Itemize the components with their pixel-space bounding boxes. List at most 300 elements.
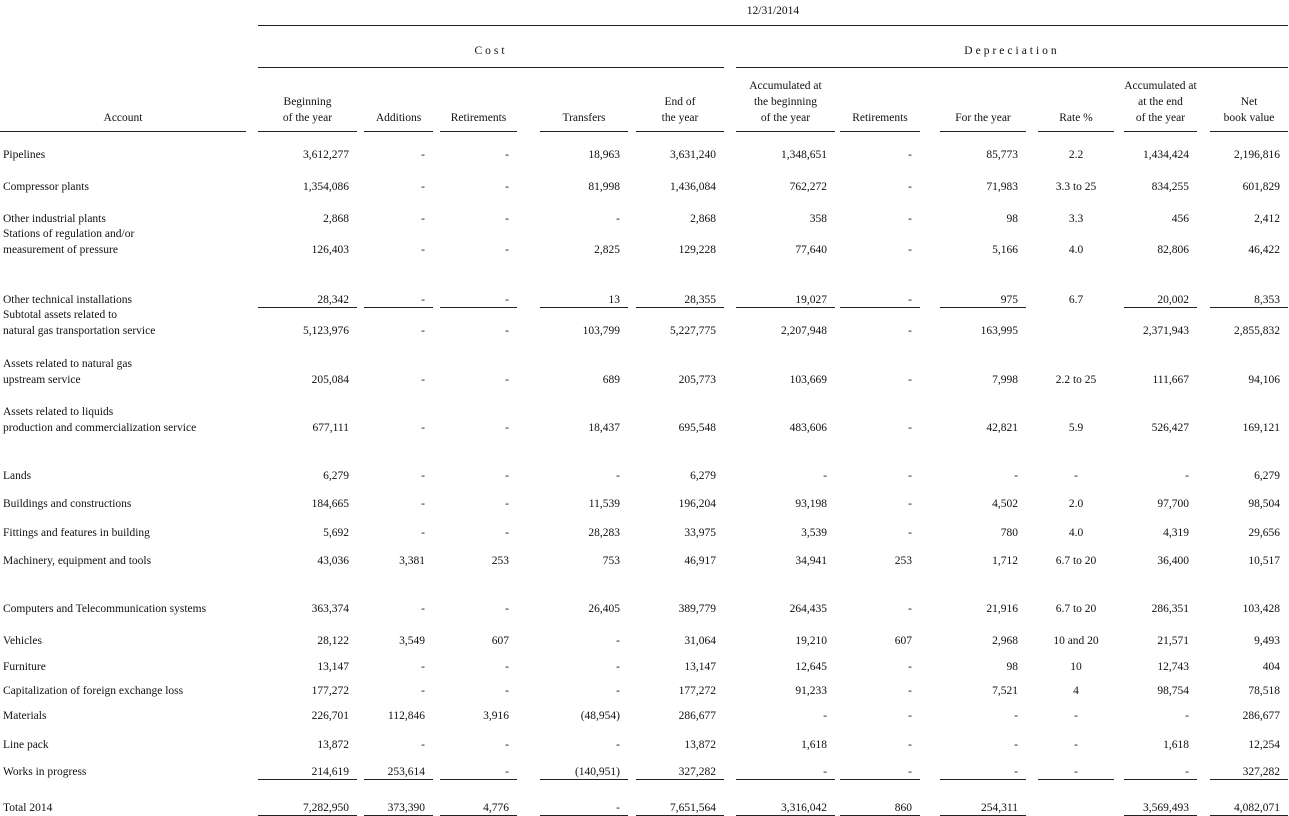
value-cell-beginning: 363,374 (311, 603, 349, 615)
value-cell-beginning: 677,111 (312, 422, 349, 434)
value-cell-additions: - (421, 213, 425, 225)
value-cell-net: 4,082,071 (1234, 802, 1280, 814)
column-header-rule-beginning (258, 131, 357, 132)
value-cell-retirements_cost: - (505, 149, 509, 161)
account-label: Assets related to liquids (3, 406, 114, 418)
value-cell-retirements_dep: - (908, 685, 912, 697)
account-label: Lands (3, 470, 32, 482)
value-cell-for_year: - (1014, 739, 1018, 751)
value-cell-accum_end: 834,255 (1151, 181, 1189, 193)
value-cell-retirements_dep: - (908, 739, 912, 751)
account-label: Computers and Telecommunication systems (3, 603, 207, 615)
column-header-for_year-line: For the year (955, 112, 1011, 124)
value-cell-net: 2,412 (1254, 213, 1280, 225)
value-cell-accum_end: 111,667 (1152, 374, 1189, 386)
value-cell-end_year: 31,064 (684, 635, 716, 647)
value-cell-transfers: 81,998 (588, 181, 620, 193)
account-label: Subtotal assets related to (3, 309, 118, 321)
value-cell-retirements_cost: 607 (491, 635, 509, 647)
value-cell-additions: - (421, 685, 425, 697)
value-cell-beginning: 3,612,277 (303, 149, 349, 161)
value-cell-for_year: - (1014, 470, 1018, 482)
value-cell-retirements_dep: - (908, 603, 912, 615)
column-header-rule-retirements_cost (440, 131, 517, 132)
account-label: Assets related to natural gas (3, 358, 133, 370)
value-cell-rate: 4 (1073, 685, 1079, 697)
account-label: Materials (3, 710, 47, 722)
row-underline (736, 307, 835, 308)
value-cell-retirements_cost: - (505, 244, 509, 256)
value-cell-accum_begin: 19,027 (795, 294, 827, 306)
value-cell-retirements_cost: - (505, 374, 509, 386)
value-cell-rate: 2.2 to 25 (1055, 374, 1097, 386)
value-cell-end_year: 5,227,775 (670, 325, 716, 337)
value-cell-end_year: 7,651,564 (670, 802, 716, 814)
value-cell-retirements_cost: - (505, 470, 509, 482)
value-cell-accum_begin: 762,272 (789, 181, 827, 193)
value-cell-beginning: 28,342 (317, 294, 349, 306)
row-underline (540, 307, 628, 308)
value-cell-for_year: 21,916 (986, 603, 1018, 615)
row-underline (1210, 779, 1288, 780)
column-header-accum_end-line: of the year (1135, 112, 1186, 124)
column-header-net-line: Net (1240, 96, 1258, 108)
value-cell-net: 94,106 (1248, 374, 1280, 386)
value-cell-for_year: 7,998 (992, 374, 1018, 386)
value-cell-rate: - (1074, 766, 1078, 778)
value-cell-accum_begin: 3,316,042 (781, 802, 827, 814)
value-cell-transfers: 2,825 (594, 244, 620, 256)
column-header-retirements_cost-line: Retirements (450, 112, 507, 124)
value-cell-end_year: 2,868 (690, 213, 716, 225)
value-cell-for_year: 254,311 (981, 802, 1018, 814)
value-cell-transfers: 28,283 (588, 527, 620, 539)
value-cell-end_year: 196,204 (678, 498, 716, 510)
value-cell-additions: - (421, 661, 425, 673)
column-header-transfers-line: Transfers (562, 112, 606, 124)
value-cell-retirements_dep: - (908, 661, 912, 673)
row-underline (840, 779, 920, 780)
value-cell-rate: 5.9 (1068, 422, 1084, 434)
value-cell-accum_begin: 103,669 (789, 374, 827, 386)
row-underline (1124, 307, 1197, 308)
row-underline (1124, 779, 1197, 780)
row-underline (440, 307, 517, 308)
value-cell-additions: - (421, 470, 425, 482)
value-cell-retirements_dep: - (908, 498, 912, 510)
value-cell-accum_begin: 93,198 (795, 498, 827, 510)
column-header-rule-accum_begin (736, 131, 835, 132)
value-cell-transfers: (140,951) (574, 766, 620, 778)
value-cell-accum_begin: 2,207,948 (781, 325, 827, 337)
value-cell-transfers: - (616, 802, 620, 814)
value-cell-net: 327,282 (1242, 766, 1280, 778)
value-cell-rate: 10 (1070, 661, 1082, 673)
value-cell-accum_end: 1,618 (1163, 739, 1189, 751)
value-cell-net: 46,422 (1248, 244, 1280, 256)
value-cell-rate: 6.7 (1068, 294, 1084, 306)
cost-group-header: Cost (474, 45, 508, 57)
account-label: Works in progress (3, 766, 87, 778)
value-cell-retirements_dep: - (908, 294, 912, 306)
column-header-accum_begin-line: the beginning (754, 96, 817, 108)
value-cell-beginning: 6,279 (323, 470, 349, 482)
value-cell-retirements_cost: - (505, 685, 509, 697)
value-cell-accum_begin: 3,539 (801, 527, 827, 539)
date-header: 12/31/2014 (746, 5, 800, 17)
value-cell-accum_end: 82,806 (1157, 244, 1189, 256)
row-underline (840, 307, 920, 308)
value-cell-accum_end: 286,351 (1151, 603, 1189, 615)
account-label: Stations of regulation and/or (3, 228, 135, 240)
value-cell-retirements_cost: - (505, 603, 509, 615)
value-cell-retirements_dep: - (908, 766, 912, 778)
value-cell-transfers: - (616, 635, 620, 647)
value-cell-retirements_dep: - (908, 527, 912, 539)
value-cell-transfers: (48,954) (580, 710, 620, 722)
account-label: Line pack (3, 739, 49, 751)
column-header-beginning-line: Beginning (283, 96, 332, 108)
value-cell-for_year: 975 (1000, 294, 1018, 306)
value-cell-additions: - (421, 603, 425, 615)
value-cell-retirements_cost: - (505, 325, 509, 337)
value-cell-additions: - (421, 181, 425, 193)
value-cell-additions: - (421, 422, 425, 434)
value-cell-beginning: 13,872 (317, 739, 349, 751)
account-label: natural gas transportation service (3, 325, 156, 337)
value-cell-accum_end: 3,569,493 (1143, 802, 1189, 814)
column-header-accum_begin-line: Accumulated at (749, 80, 822, 92)
value-cell-accum_begin: 91,233 (795, 685, 827, 697)
row-underline (736, 779, 835, 780)
value-cell-accum_end: 97,700 (1157, 498, 1189, 510)
value-cell-retirements_dep: - (908, 213, 912, 225)
value-cell-for_year: 4,502 (992, 498, 1018, 510)
value-cell-beginning: 2,868 (323, 213, 349, 225)
cost-group-rule (258, 67, 724, 68)
value-cell-rate: 4.0 (1068, 527, 1084, 539)
column-header-rule-rate (1038, 131, 1114, 132)
value-cell-transfers: 103,799 (582, 325, 620, 337)
depreciation-group-header: Depreciation (964, 45, 1060, 57)
value-cell-retirements_cost: - (505, 294, 509, 306)
value-cell-beginning: 205,084 (311, 374, 349, 386)
value-cell-additions: - (421, 498, 425, 510)
value-cell-additions: - (421, 325, 425, 337)
value-cell-for_year: - (1014, 766, 1018, 778)
value-cell-additions: - (421, 374, 425, 386)
row-underline (540, 779, 628, 780)
account-label: Machinery, equipment and tools (3, 555, 152, 567)
value-cell-end_year: 13,147 (684, 661, 716, 673)
value-cell-additions: - (421, 244, 425, 256)
column-header-rate-line: Rate % (1059, 112, 1093, 124)
row-underline (940, 779, 1026, 780)
value-cell-for_year: 2,968 (992, 635, 1018, 647)
value-cell-accum_begin: - (823, 470, 827, 482)
value-cell-net: 103,428 (1242, 603, 1280, 615)
value-cell-rate: - (1074, 470, 1078, 482)
value-cell-retirements_dep: - (908, 325, 912, 337)
column-header-accum_begin-line: of the year (760, 112, 811, 124)
row-underline (258, 779, 357, 780)
value-cell-for_year: 85,773 (986, 149, 1018, 161)
value-cell-transfers: 26,405 (588, 603, 620, 615)
value-cell-for_year: 98 (1006, 661, 1018, 673)
value-cell-rate: 3.3 (1068, 213, 1084, 225)
value-cell-transfers: 13 (608, 294, 620, 306)
value-cell-beginning: 43,036 (317, 555, 349, 567)
value-cell-for_year: 42,821 (986, 422, 1018, 434)
value-cell-rate: - (1074, 710, 1078, 722)
value-cell-additions: - (421, 739, 425, 751)
account-label: upstream service (3, 374, 81, 386)
value-cell-accum_end: 98,754 (1157, 685, 1189, 697)
value-cell-net: 2,196,816 (1234, 149, 1280, 161)
value-cell-retirements_cost: - (505, 527, 509, 539)
value-cell-rate: 6.7 to 20 (1055, 603, 1097, 615)
row-underline (440, 779, 517, 780)
value-cell-end_year: 286,677 (678, 710, 716, 722)
value-cell-beginning: 5,123,976 (303, 325, 349, 337)
column-header-rule-account (0, 131, 246, 132)
value-cell-accum_end: 36,400 (1157, 555, 1189, 567)
value-cell-accum_end: 1,434,424 (1143, 149, 1189, 161)
value-cell-retirements_dep: 253 (894, 555, 912, 567)
value-cell-retirements_dep: - (908, 374, 912, 386)
value-cell-transfers: 753 (602, 555, 620, 567)
value-cell-beginning: 7,282,950 (303, 802, 349, 814)
value-cell-retirements_dep: - (908, 181, 912, 193)
value-cell-additions: - (421, 294, 425, 306)
value-cell-accum_begin: 19,210 (795, 635, 827, 647)
value-cell-net: 8,353 (1254, 294, 1280, 306)
value-cell-accum_begin: 483,606 (789, 422, 827, 434)
value-cell-rate: 2.2 (1068, 149, 1084, 161)
value-cell-transfers: 18,963 (588, 149, 620, 161)
value-cell-transfers: - (616, 213, 620, 225)
depreciation-group-rule (736, 67, 1288, 68)
value-cell-for_year: - (1014, 710, 1018, 722)
value-cell-rate: - (1074, 739, 1078, 751)
value-cell-accum_end: - (1185, 710, 1189, 722)
column-header-accum_end-line: Accumulated at (1124, 80, 1197, 92)
account-label: Other industrial plants (3, 213, 106, 225)
value-cell-net: 286,677 (1242, 710, 1280, 722)
account-label: Vehicles (3, 635, 42, 647)
value-cell-additions: 373,390 (387, 802, 425, 814)
account-label: production and commercialization service (3, 422, 197, 434)
value-cell-rate: 10 and 20 (1053, 635, 1099, 647)
value-cell-net: 404 (1262, 661, 1280, 673)
value-cell-beginning: 28,122 (317, 635, 349, 647)
value-cell-additions: - (421, 149, 425, 161)
value-cell-retirements_cost: 3,916 (483, 710, 509, 722)
row-underline (1038, 779, 1114, 780)
value-cell-beginning: 1,354,086 (303, 181, 349, 193)
value-cell-additions: 253,614 (387, 766, 425, 778)
value-cell-transfers: - (616, 661, 620, 673)
account-label: Pipelines (3, 149, 46, 161)
value-cell-accum_end: 2,371,943 (1143, 325, 1189, 337)
value-cell-for_year: 780 (1000, 527, 1018, 539)
value-cell-additions: - (421, 527, 425, 539)
column-header-end_year-line: End of (664, 96, 696, 108)
value-cell-retirements_cost: - (505, 422, 509, 434)
row-underline (1210, 307, 1288, 308)
value-cell-for_year: 1,712 (992, 555, 1018, 567)
value-cell-beginning: 13,147 (317, 661, 349, 673)
value-cell-net: 2,855,832 (1234, 325, 1280, 337)
value-cell-retirements_dep: 860 (894, 802, 912, 814)
value-cell-accum_end: 21,571 (1157, 635, 1189, 647)
value-cell-retirements_dep: - (908, 422, 912, 434)
account-label: measurement of pressure (3, 244, 118, 256)
column-header-beginning-line: of the year (282, 112, 333, 124)
value-cell-end_year: 13,872 (684, 739, 716, 751)
value-cell-for_year: 5,166 (992, 244, 1018, 256)
value-cell-end_year: 46,917 (684, 555, 716, 567)
value-cell-accum_begin: 358 (809, 213, 827, 225)
account-label: Buildings and constructions (3, 498, 132, 510)
value-cell-accum_end: - (1185, 470, 1189, 482)
value-cell-end_year: 1,436,084 (670, 181, 716, 193)
value-cell-accum_begin: 77,640 (795, 244, 827, 256)
value-cell-for_year: 98 (1006, 213, 1018, 225)
value-cell-transfers: 11,539 (588, 498, 620, 510)
value-cell-retirements_cost: - (505, 739, 509, 751)
value-cell-accum_begin: - (823, 766, 827, 778)
value-cell-retirements_dep: - (908, 244, 912, 256)
value-cell-retirements_cost: - (505, 213, 509, 225)
account-label: Total 2014 (3, 802, 53, 814)
value-cell-accum_begin: 264,435 (789, 603, 827, 615)
value-cell-transfers: 689 (602, 374, 620, 386)
value-cell-end_year: 177,272 (678, 685, 716, 697)
value-cell-end_year: 327,282 (678, 766, 716, 778)
column-header-rule-net (1210, 131, 1288, 132)
account-label: Capitalization of foreign exchange loss (3, 685, 184, 697)
value-cell-beginning: 177,272 (311, 685, 349, 697)
account-label: Other technical installations (3, 294, 133, 306)
value-cell-retirements_cost: 4,776 (483, 802, 509, 814)
value-cell-transfers: - (616, 470, 620, 482)
value-cell-retirements_dep: - (908, 149, 912, 161)
value-cell-accum_end: 20,002 (1157, 294, 1189, 306)
value-cell-additions: 3,381 (399, 555, 425, 567)
value-cell-accum_end: 4,319 (1163, 527, 1189, 539)
value-cell-transfers: - (616, 739, 620, 751)
value-cell-retirements_cost: - (505, 181, 509, 193)
value-cell-accum_begin: 12,645 (795, 661, 827, 673)
value-cell-beginning: 5,692 (323, 527, 349, 539)
value-cell-beginning: 184,665 (311, 498, 349, 510)
column-header-rule-additions (364, 131, 433, 132)
value-cell-retirements_dep: - (908, 470, 912, 482)
column-header-rule-for_year (940, 131, 1026, 132)
column-header-account: Account (103, 112, 143, 124)
value-cell-accum_begin: 1,348,651 (781, 149, 827, 161)
value-cell-end_year: 695,548 (678, 422, 716, 434)
value-cell-end_year: 129,228 (678, 244, 716, 256)
value-cell-rate: 2.0 (1068, 498, 1084, 510)
account-label: Furniture (3, 661, 46, 673)
value-cell-accum_begin: 34,941 (795, 555, 827, 567)
column-header-rule-end_year (636, 131, 724, 132)
value-cell-for_year: 7,521 (992, 685, 1018, 697)
value-cell-accum_begin: 1,618 (801, 739, 827, 751)
value-cell-retirements_cost: - (505, 661, 509, 673)
value-cell-beginning: 226,701 (311, 710, 349, 722)
value-cell-net: 6,279 (1254, 470, 1280, 482)
value-cell-retirements_cost: - (505, 766, 509, 778)
value-cell-net: 169,121 (1242, 422, 1280, 434)
value-cell-retirements_cost: 253 (491, 555, 509, 567)
row-underline (364, 307, 433, 308)
value-cell-end_year: 389,779 (678, 603, 716, 615)
value-cell-net: 9,493 (1254, 635, 1280, 647)
value-cell-end_year: 28,355 (684, 294, 716, 306)
column-header-end_year-line: the year (661, 112, 699, 124)
value-cell-retirements_dep: - (908, 710, 912, 722)
value-cell-retirements_cost: - (505, 498, 509, 510)
value-cell-end_year: 6,279 (690, 470, 716, 482)
value-cell-net: 98,504 (1248, 498, 1280, 510)
account-label: Compressor plants (3, 181, 89, 193)
value-cell-rate: 3.3 to 25 (1055, 181, 1097, 193)
value-cell-accum_end: 12,743 (1157, 661, 1189, 673)
value-cell-net: 601,829 (1242, 181, 1280, 193)
value-cell-retirements_dep: 607 (894, 635, 912, 647)
value-cell-end_year: 205,773 (678, 374, 716, 386)
column-header-rule-retirements_dep (840, 131, 920, 132)
value-cell-end_year: 3,631,240 (670, 149, 716, 161)
column-header-net-line: book value (1223, 112, 1275, 124)
date-header-rule (258, 25, 1288, 26)
value-cell-for_year: 71,983 (986, 181, 1018, 193)
value-cell-accum_end: 526,427 (1151, 422, 1189, 434)
value-cell-net: 12,254 (1248, 739, 1280, 751)
column-header-rule-accum_end (1124, 131, 1197, 132)
value-cell-for_year: 163,995 (980, 325, 1018, 337)
value-cell-accum_end: - (1185, 766, 1189, 778)
value-cell-transfers: 18,437 (588, 422, 620, 434)
value-cell-net: 29,656 (1248, 527, 1280, 539)
value-cell-beginning: 126,403 (311, 244, 349, 256)
row-underline (258, 307, 357, 308)
column-header-rule-transfers (540, 131, 628, 132)
value-cell-beginning: 214,619 (311, 766, 349, 778)
column-header-accum_end-line: at the end (1138, 96, 1183, 108)
value-cell-net: 78,518 (1248, 685, 1280, 697)
column-header-retirements_dep-line: Retirements (852, 112, 908, 124)
value-cell-accum_end: 456 (1171, 213, 1189, 225)
value-cell-additions: 112,846 (388, 710, 425, 722)
value-cell-additions: 3,549 (399, 635, 425, 647)
row-underline (636, 779, 724, 780)
row-underline (364, 779, 433, 780)
value-cell-rate: 6.7 to 20 (1055, 555, 1097, 567)
row-underline (940, 307, 1026, 308)
value-cell-rate: 4.0 (1068, 244, 1084, 256)
value-cell-net: 10,517 (1248, 555, 1280, 567)
column-header-additions-line: Additions (375, 112, 422, 124)
value-cell-end_year: 33,975 (684, 527, 716, 539)
value-cell-accum_begin: - (823, 710, 827, 722)
account-label: Fittings and features in building (3, 527, 150, 539)
value-cell-transfers: - (616, 685, 620, 697)
row-underline (636, 307, 724, 308)
